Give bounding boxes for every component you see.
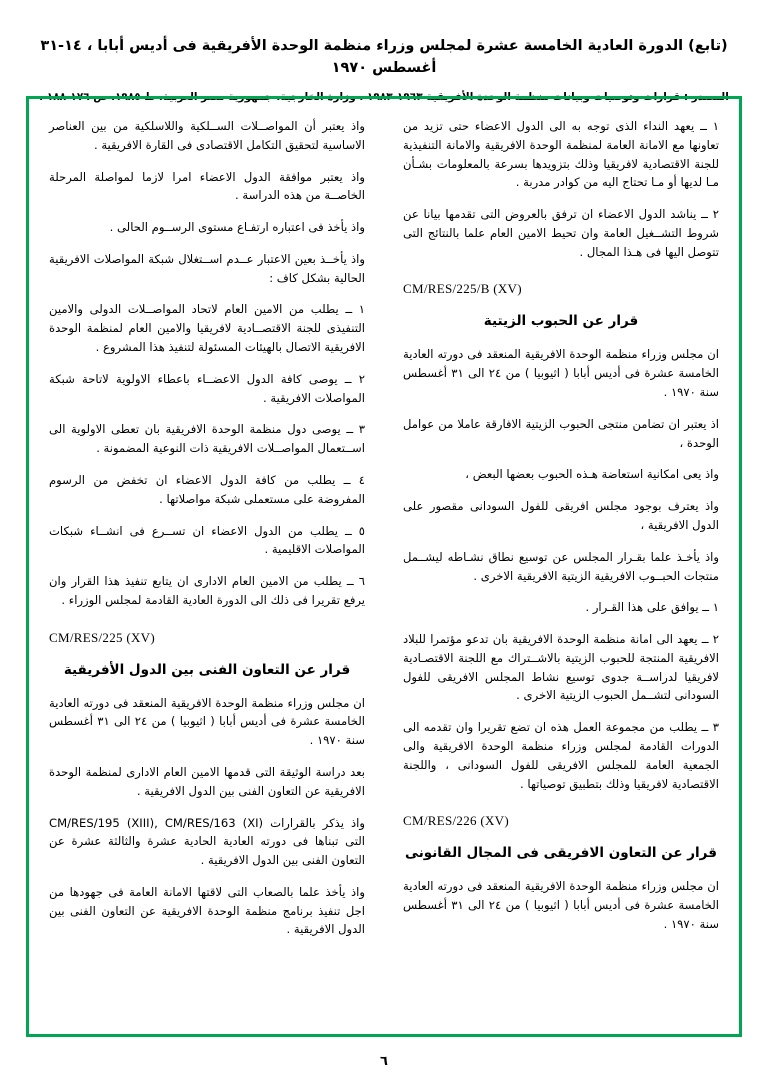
paragraph: واذ يعتبر أن المواصــلات الســلكية واللاسلكية من بين العناصر الاساسية لتحقيق التكامل الاقتصادى فى القارة الافريقية .: [49, 119, 365, 152]
right-column: [397, 117, 719, 1024]
paragraph: ١ ــ يوافق على هذا القـرار .: [585, 600, 719, 615]
paragraph: ٥ ــ يطلب من الدول الاعضاء ان تســرع فى انشــاء شبكات المواصلات الاقليمية .: [49, 523, 365, 557]
resolution-code: CM/RES/225 (XV): [49, 629, 155, 645]
content-frame: [26, 96, 742, 1037]
document-header: [26, 36, 742, 105]
source-line: المصدر : قرارات وتوصيات وبيانات منظمة الوحدة الأفريقية ١٩٦٣-١٩٨٣ ، وزارة الخارجية، جمهورية مصر العربية، ط ١٩٨٥، ص ١٧٦-١٨٨ .: [39, 90, 729, 103]
paragraph: واذ يأخذ فى اعتباره ارتفـاع مستوى الرســوم الحالى .: [109, 220, 365, 235]
resolution-title: قرار عن الحبوب الزيتية: [483, 313, 639, 330]
paragraph: واذ يأخــذ بعين الاعتبار عــدم اســتغلال شبكة المواصلات الافريقية الحالية بشكل كاف :: [49, 251, 365, 285]
paragraph: اذ يعتبر ان تضامن منتجى الحبوب الزيتية الافارقة عاملا من عوامل الوحدة ،: [403, 416, 719, 450]
paragraph: ١ ــ يطلب من الامين العام لاتحاد المواصــلات الدولى والامين التنفيذى للجنة الاقتصــادية لافريقيا والامين العام لمنظمة الوحدة الافريقية الاتصال بالهيئات المسئولة لتنفيذ هذا المشروع .: [49, 302, 365, 355]
paragraph: ٤ ــ يطلب من كافة الدول الاعضاء ان تخفض من الرسوم المفروضة على مستعملى شبكة مواصلاتها .: [49, 472, 365, 506]
resolution-title: قرار عن التعاون الفنى بين الدول الأفريقية: [63, 661, 351, 678]
paragraph: ان مجلس وزراء منظمة الوحدة الافريقية المنعقد فى دورته العادية الخامسة عشرة فى أديس أبابا ( اثيوبيا ) من ٢٤ الى ٣١ أغسطس سنة ١٩٧٠ .: [403, 347, 719, 400]
paragraph: ٢ ــ يعهد الى امانة منظمة الوحدة الافريقية بان تدعو مؤتمرا للبلاد الافريقية المنتجة للحبوب الزيتية بالاشــتراك مع اللجنة الاقتصـادية لافريقيا لدراســة جدوى توسيع نشاط المجلس الافريقى للفول السودانى لتشــمل الحبوب الزيتية الاخرى .: [403, 632, 719, 703]
paragraph: واذ يأخذ علما بالصعاب التى لاقتها الامانة العامة فى جهودها من اجل تنفيذ برنامج منظمة الوحدة الافريقية عن التعاون الفنى بين الدول الافريقية .: [49, 884, 365, 937]
paragraph: واذ يعتبر موافقة الدول الاعضاء امرا لازما لمواصلة المرحلة الخاصــة من هذه الدراسة .: [49, 169, 365, 203]
paragraph: بعد دراسة الوثيقة التى قدمها الامين العام الادارى لمنظمة الوحدة الافريقية عن التعاون الفنى بين الدول الافريقية .: [49, 764, 365, 798]
paragraph: ٦ ــ يطلب من الامين العام الادارى ان يتابع تنفيذ هذا القرار وان يرفع تقريرا فى ذلك الى الدورة العادية القادمة لمجلس الوزراء .: [49, 574, 365, 607]
paragraph: ٢ ــ يناشد الدول الاعضاء ان ترفق بالعروض التى تقدمها بيانا عن شروط التشــغيل العامة وان تحيط الامين العام علما بالنتائج التى تتوصل اليها فى هـذا المجال .: [403, 207, 719, 259]
paragraph: ٣ ــ يطلب من مجموعة العمل هذه ان تضع تقريرا وان تقدمه الى الدورات القادمة لمجلس وزراء منظمة الوحدة الافريقية والى الجمعية العامة للمجلس الافريقى للفول السودانى ، واللجنة الاقتصادية لافريقيا وذلك بتطبيق توصياتها .: [403, 720, 719, 791]
paragraph: ٣ ــ يوصى دول منظمة الوحدة الافريقية بان تعطى الاولوية الى اســتعمال المواصــلات الافريقية ذات النوعية المضمونة .: [49, 422, 365, 456]
resolution-title: قرار عن التعاون الافريقى فى المجال القانونى: [405, 845, 717, 862]
paragraph: ان مجلس وزراء منظمة الوحدة الافريقية المنعقد فى دورته العادية الخامسة عشرة فى أديس أبابا ( اثيوبيا ) من ٢٤ الى ٣١ أغسطس سنة ١٩٧٠ .: [403, 879, 719, 931]
paragraph: واذ يأخـذ علما بقـرار المجلس عن توسيع نطاق نشـاطه ليشــمل منتجات الحبــوب الافريقية الزيتية الافريقية الاخرى .: [403, 549, 719, 583]
paragraph: ١ ــ يعهد النداء الذى توجه به الى الدول الاعضاء حتى تزيد من تعاونها مع الامانة العامة لمنظمة الوحدة الافريقية والامانة التنفيذية للجنة الاقتصادية لافريقيا وذلك بتزويدها بسرعة بالمعلومات بشـأن مـا لديها أو مـا تحتاج اليه من كوادر مدربة .: [403, 119, 719, 190]
left-column: [49, 117, 371, 1024]
paragraph: ٢ ــ يوصى كافة الدول الاعضــاء باعطاء الاولوية لاتاحة شبكة المواصلات الافريقية .: [49, 371, 365, 405]
resolution-code: CM/RES/225/B (XV): [403, 281, 522, 297]
resolution-code: CM/RES/226 (XV): [403, 813, 509, 829]
page-number: ٦: [380, 1054, 388, 1069]
paragraph: واذ يعترف بوجود مجلس افريقى للفول السودانى مقصور على الدول الافريقية ،: [403, 499, 719, 532]
paragraph: واذ يعى امكانية استعاضة هـذه الحبوب بعضها البعض ،: [465, 467, 719, 482]
two-column-layout: [49, 117, 719, 1024]
page-title: (تابع) الدورة العادية الخامسة عشرة لمجلس وزراء منظمة الوحدة الأفريقية فى أديس أبابا ، ١٤-٣١ أغسطس ١٩٧٠: [40, 38, 728, 76]
paragraph: ان مجلس وزراء منظمة الوحدة الافريقية المنعقد فى دورته العادية الخامسة عشرة فى أديس أبابا ( اثيوبيا ) من ٢٤ الى ٣١ أغسطس سنة ١٩٧٠ .: [49, 695, 365, 748]
paragraph-with-references: واذ يذكر بالقرارات CM/RES/195 (XIII), CM/RES/163 (XI) التى تبناها فى دورته العادية الحادية عشرة والثالثة عشرة عن التعاون الفنى بين الدول الافريقية .: [49, 815, 365, 868]
